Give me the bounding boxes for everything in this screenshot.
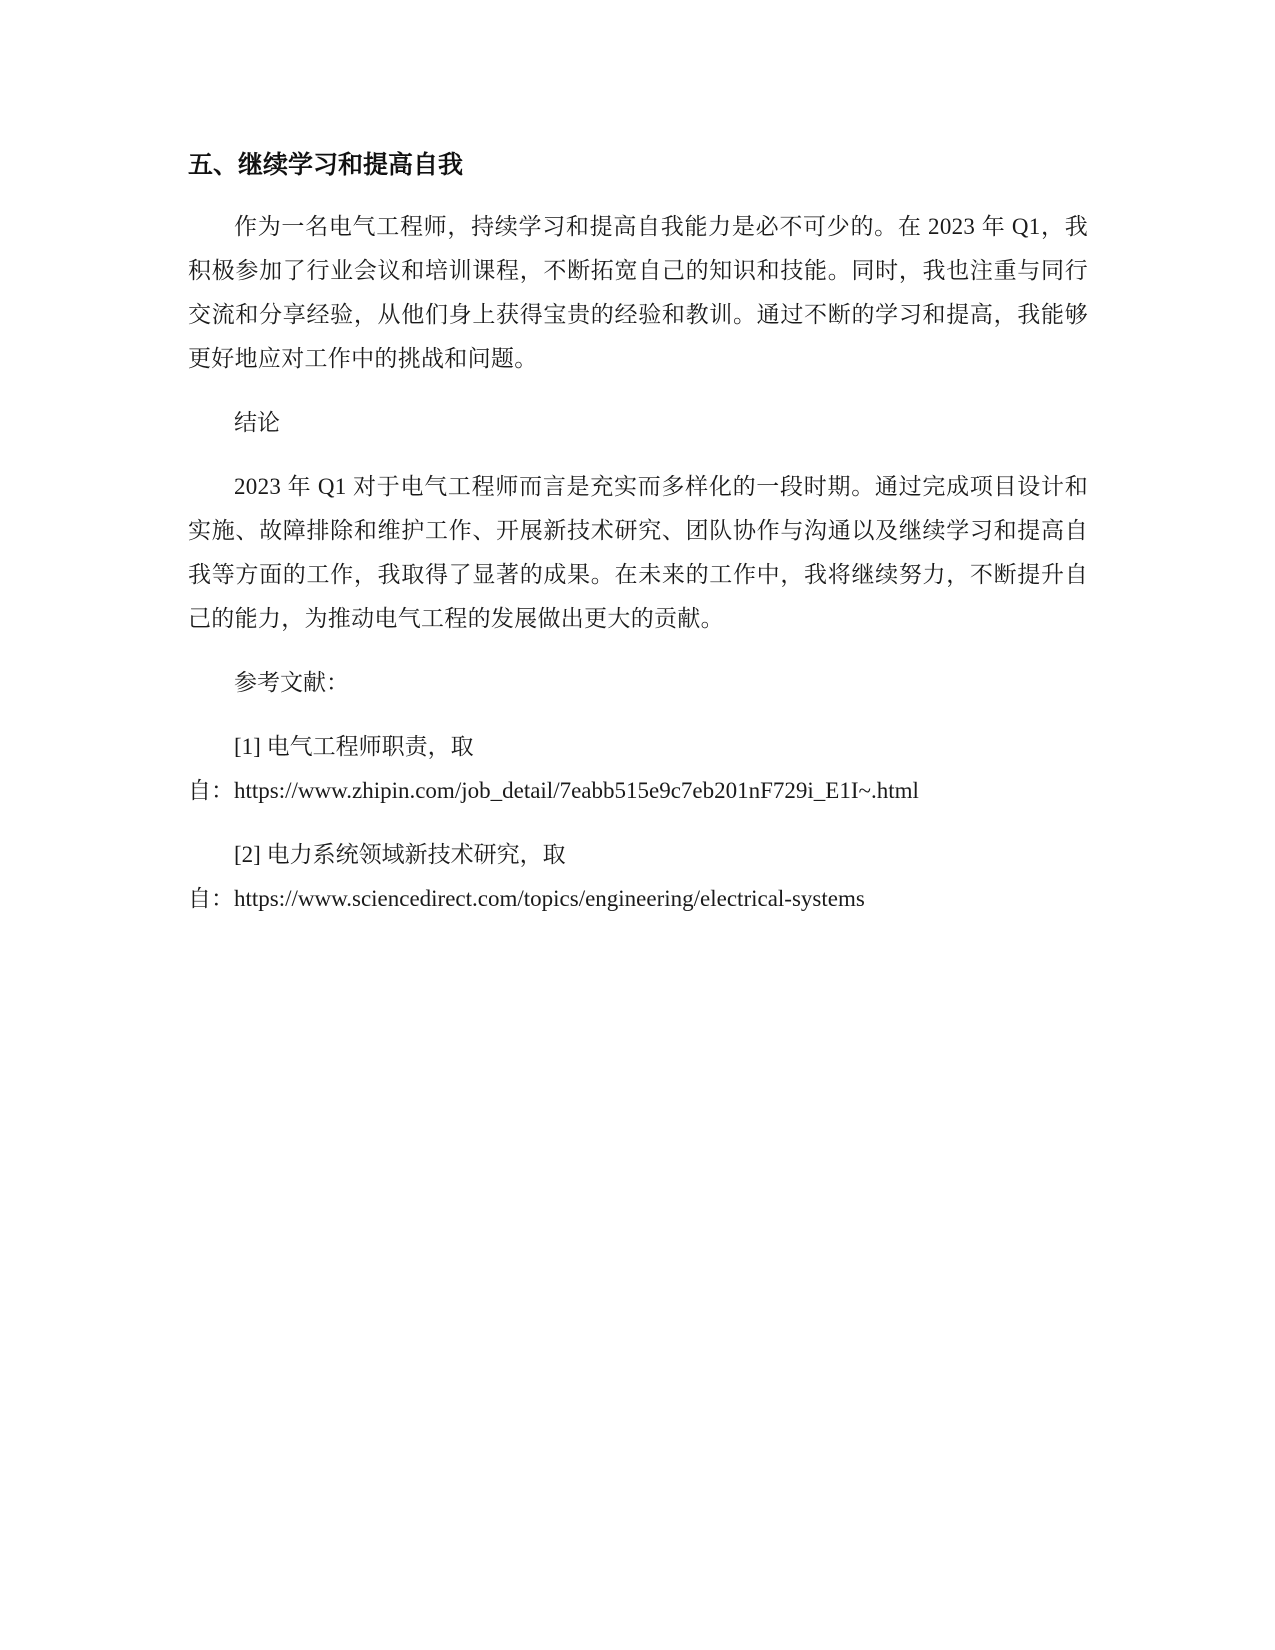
reference-2-url[interactable]: 自：https://www.sciencedirect.com/topics/engineering/electrical-systems (188, 886, 865, 911)
page-content (188, 148, 1088, 941)
reference-1-title: [1] 电气工程师职责，取 (234, 734, 474, 759)
references-label: 参考文献： (234, 670, 349, 695)
section-heading: 五、继续学习和提高自我 (188, 151, 464, 179)
reference-1-url[interactable]: 自：https://www.zhipin.com/job_detail/7eabb515e9c7eb201nF729i_E1I~.html (188, 778, 919, 803)
reference-item-2 (188, 833, 1088, 921)
section-paragraph: 作为一名电气工程师，持续学习和提高自我能力是必不可少的。在 2023 年 Q1，我积极参加了行业会议和培训课程，不断拓宽自己的知识和技能。同时，我也注重与同行交流和分享经验，从他们身上获得宝贵的经验和教训。通过不断的学习和提高，我能够更好地应对工作中的挑战和问题。 (188, 214, 1088, 371)
reference-2-title: [2] 电力系统领域新技术研究，取 (234, 842, 566, 867)
reference-item-1 (188, 725, 1088, 813)
conclusion-paragraph: 2023 年 Q1 对于电气工程师而言是充实而多样化的一段时期。通过完成项目设计和实施、故障排除和维护工作、开展新技术研究、团队协作与沟通以及继续学习和提高自我等方面的工作，我取得了显著的成果。在未来的工作中，我将继续努力，不断提升自己的能力，为推动电气工程的发展做出更大的贡献。 (188, 474, 1088, 631)
conclusion-label: 结论 (234, 410, 280, 435)
